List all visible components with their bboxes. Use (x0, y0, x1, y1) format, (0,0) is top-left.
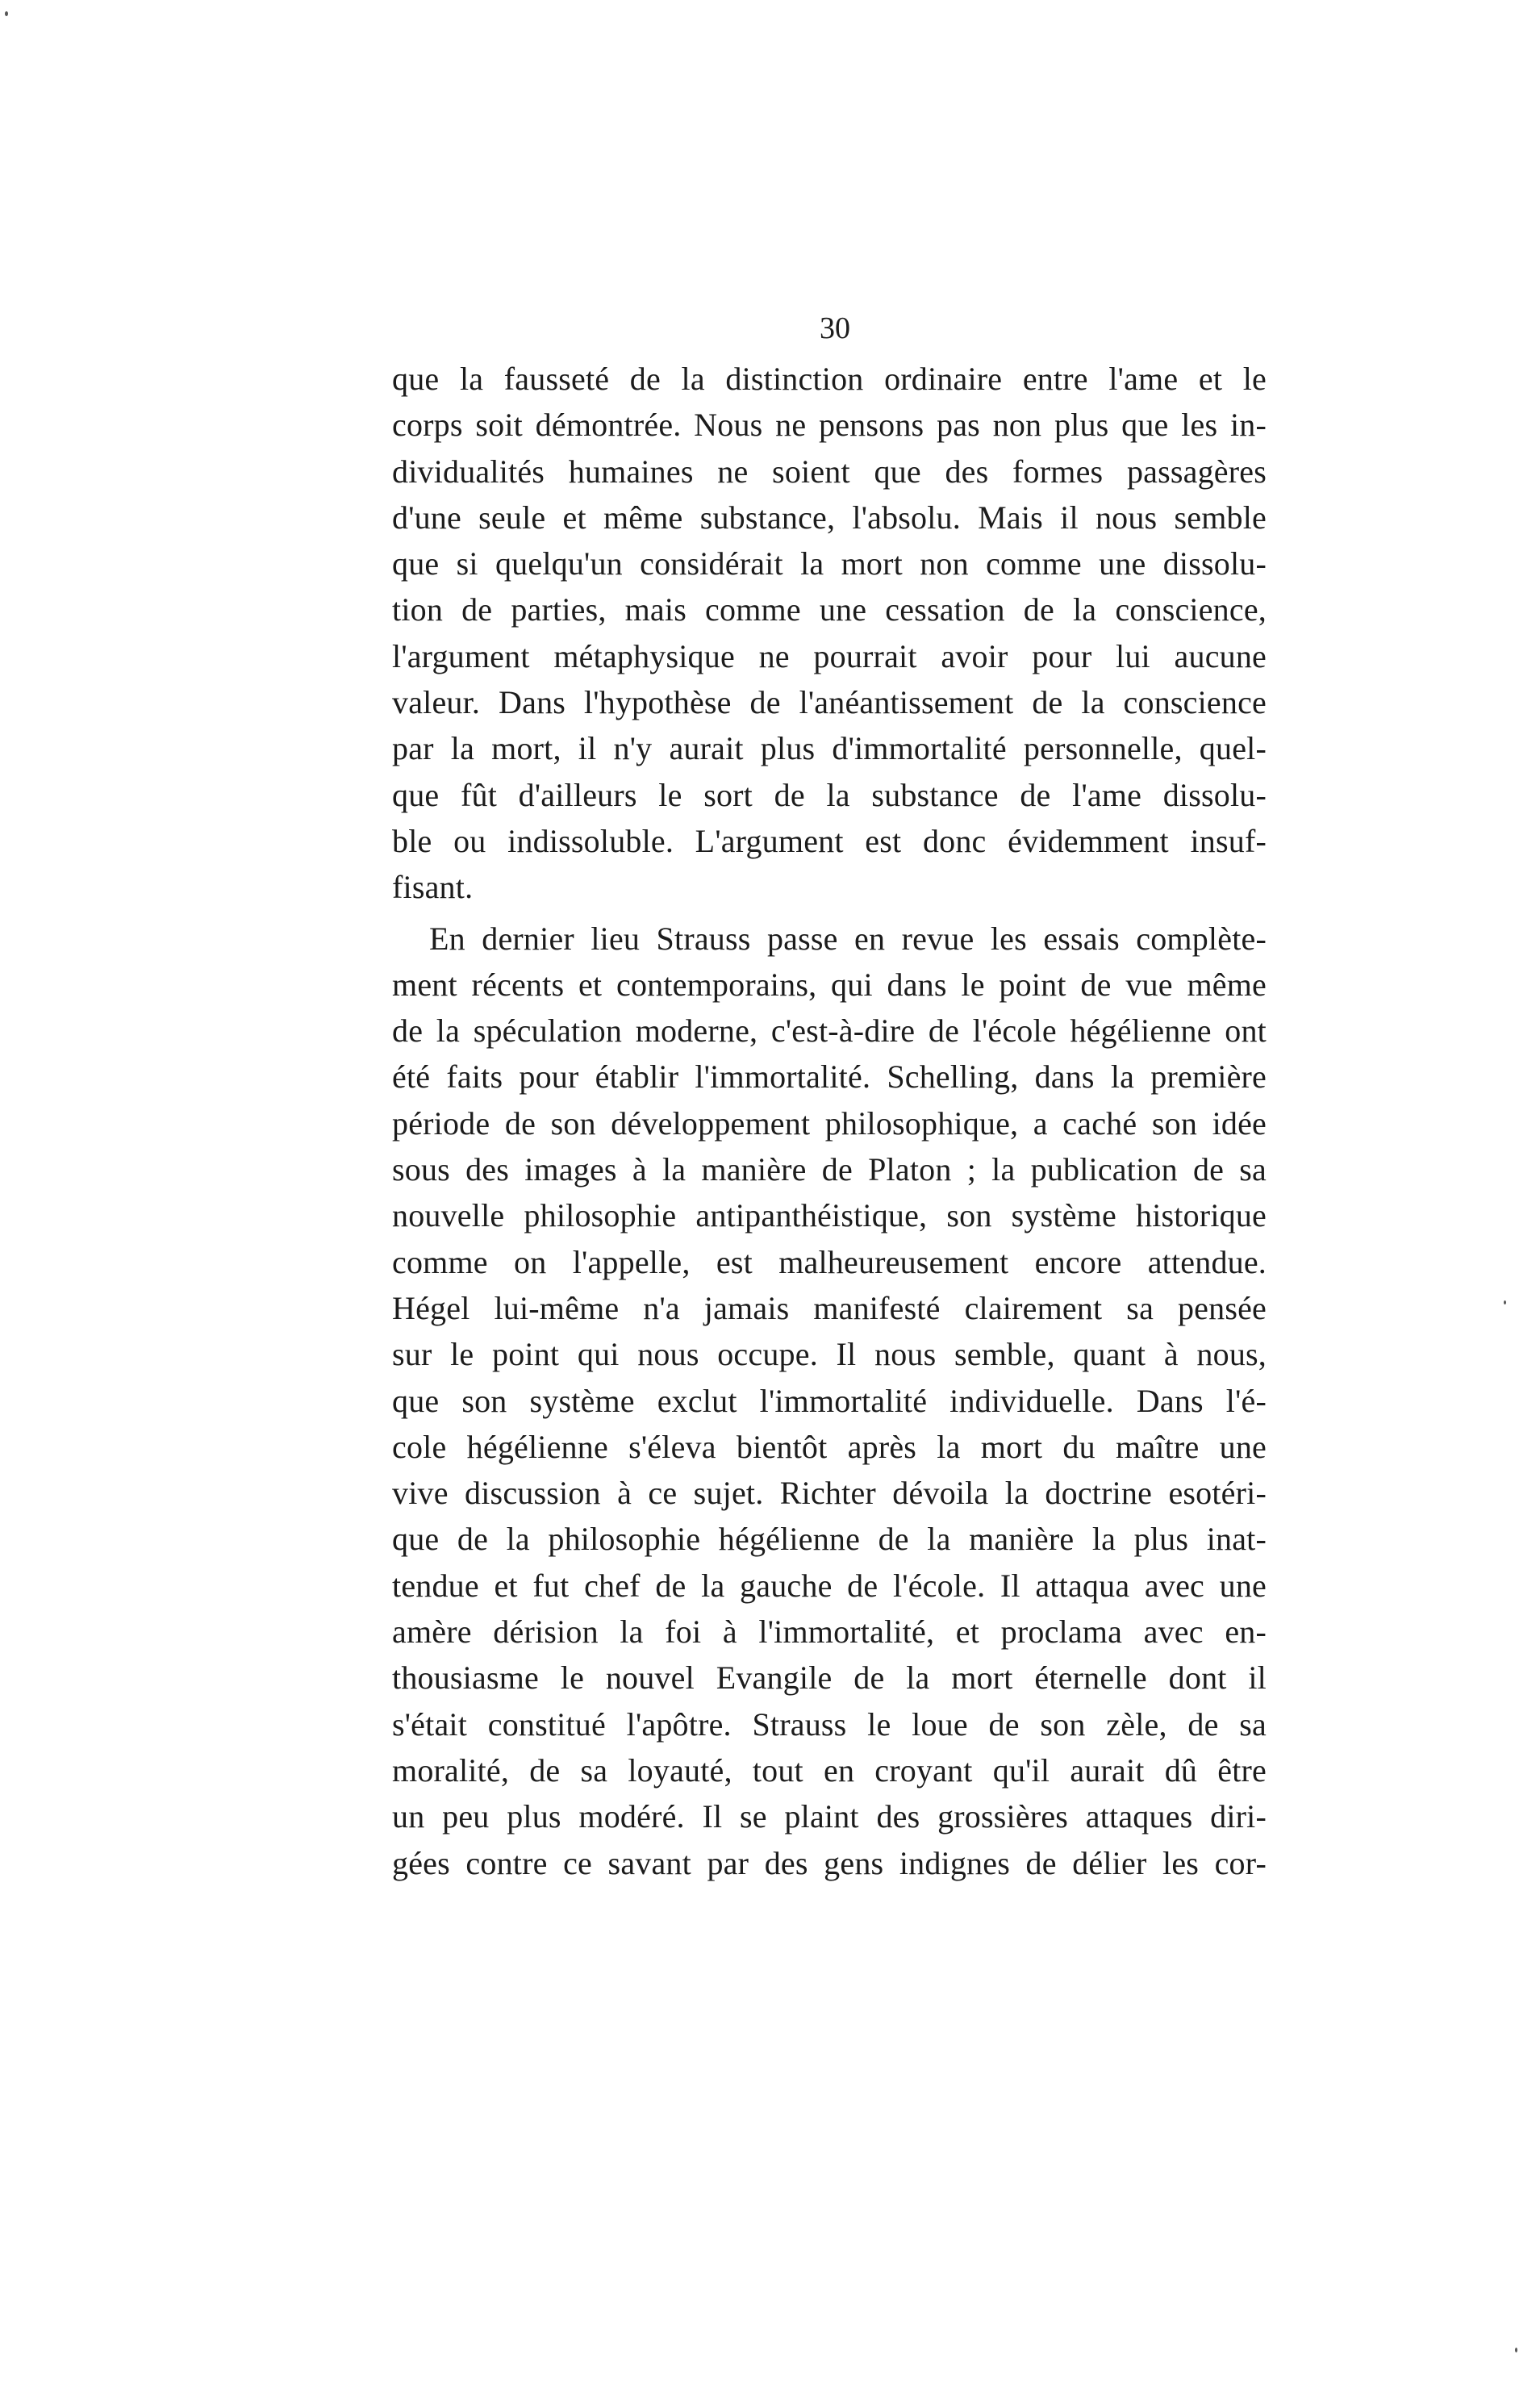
text-line: que si quelqu'un considérait la mort non comme une dissolu- (392, 545, 1267, 582)
text-line: cole hégélienne s'éleva bientôt après la mort du maître une (392, 1428, 1267, 1465)
text-line: dividualités humaines ne soient que des formes passagères (392, 453, 1267, 490)
text-line: un peu plus modéré. Il se plaint des grossières attaques diri- (392, 1798, 1267, 1835)
text-line: fisant. (392, 869, 474, 906)
text-line: l'argument métaphysique ne pourrait avoir pour lui aucune (392, 637, 1267, 674)
text-line: comme on l'appelle, est malheureusement encore attendue. (392, 1243, 1267, 1280)
text-line: que la fausseté de la distinction ordinaire entre l'ame et le (392, 361, 1267, 397)
text-line: ment récents et contemporains, qui dans le point de vue même (392, 966, 1267, 1003)
text-line: thousiasme le nouvel Evangile de la mort éternelle dont il (392, 1659, 1267, 1697)
text-line: s'était constitué l'apôtre. Strauss le loue de son zèle, de sa (392, 1705, 1267, 1743)
text-line: corps soit démontrée. Nous ne pensons pas non plus que les in- (392, 407, 1267, 444)
text-line: nouvelle philosophie antipanthéistique, son système historique (392, 1197, 1267, 1234)
text-line: sur le point qui nous occupe. Il nous semble, quant à nous, (392, 1336, 1267, 1373)
scan-speck (1515, 2348, 1517, 2352)
page-number: 30 (820, 311, 850, 345)
text-line: de la spéculation moderne, c'est-à-dire de l'école hégélienne ont (392, 1012, 1267, 1050)
scan-speck (5, 11, 8, 16)
scan-speck (1504, 1300, 1506, 1304)
text-line: tendue et fut chef de la gauche de l'école. Il attaqua avec une (392, 1567, 1267, 1604)
text-line: tion de parties, mais comme une cessation de la conscience, (392, 591, 1267, 628)
text-line: par la mort, il n'y aurait plus d'immortalité personnelle, quel- (392, 730, 1267, 767)
text-line: valeur. Dans l'hypothèse de l'anéantissement de la conscience (392, 684, 1267, 721)
text-line: amère dérision la foi à l'immortalité, et proclama avec en- (392, 1613, 1267, 1651)
text-line: que fût d'ailleurs le sort de la substance de l'ame dissolu- (392, 776, 1267, 813)
text-line: période de son développement philosophique, a caché son idée (392, 1104, 1267, 1142)
text-line: que de la philosophie hégélienne de la manière la plus inat- (392, 1521, 1267, 1558)
body-text (392, 356, 1267, 1886)
text-line: que son système exclut l'immortalité individuelle. Dans l'é- (392, 1382, 1267, 1419)
text-line: ble ou indissoluble. L'argument est donc évidemment insuf- (392, 822, 1267, 859)
text-line: En dernier lieu Strauss passe en revue les essais complète- (429, 920, 1267, 957)
text-line: Hégel lui-même n'a jamais manifesté clairement sa pensée (392, 1289, 1267, 1326)
text-line: gées contre ce savant par des gens indignes de délier les cor- (392, 1844, 1267, 1881)
paragraph-1 (392, 356, 1267, 911)
text-line: été faits pour établir l'immortalité. Schelling, dans la première (392, 1058, 1267, 1096)
text-line: vive discussion à ce sujet. Richter dévoila la doctrine esotéri- (392, 1475, 1267, 1512)
paragraph-2 (392, 916, 1267, 1886)
text-line: sous des images à la manière de Platon ; la publication de sa (392, 1151, 1267, 1188)
text-line: moralité, de sa loyauté, tout en croyant qu'il aurait dû être (392, 1751, 1267, 1789)
text-line: d'une seule et même substance, l'absolu. Mais il nous semble (392, 499, 1267, 536)
